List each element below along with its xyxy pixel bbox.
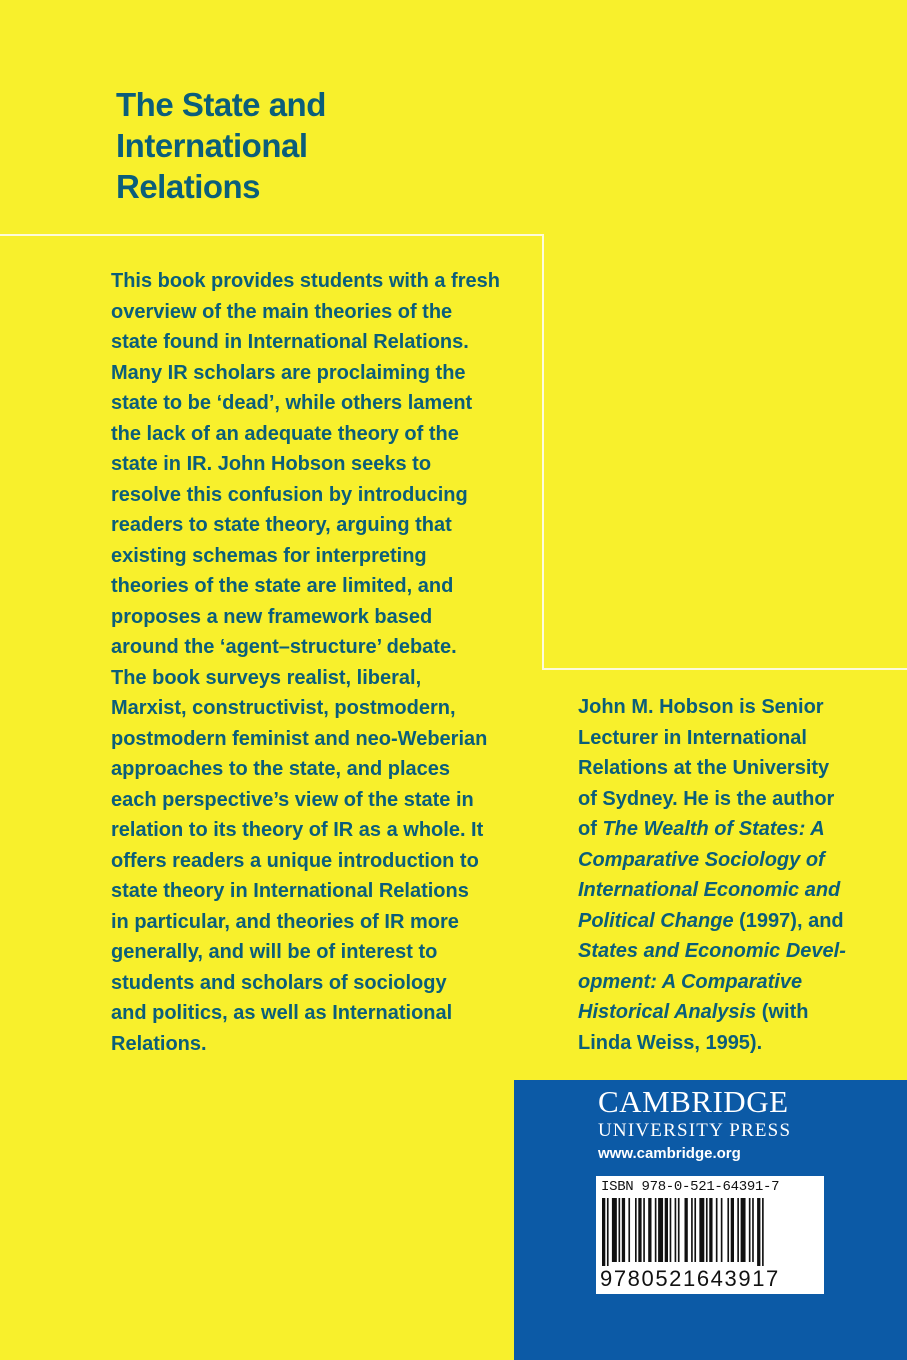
barcode-bar <box>622 1198 625 1262</box>
title-line: Relations <box>116 168 261 205</box>
bio-text: (with <box>756 1001 809 1023</box>
barcode-bar <box>602 1198 605 1266</box>
barcode <box>596 1176 824 1294</box>
barcode-bar <box>658 1198 663 1262</box>
barcode-bar <box>607 1198 609 1266</box>
description-line: state in IR. John Hobson seeks to <box>111 453 432 475</box>
description-line: The book surveys realist, liberal, <box>111 666 422 689</box>
bio-book-title: Historical Analysis <box>578 1001 757 1023</box>
bio-line: Linda Weiss, 1995). <box>578 1031 763 1054</box>
description-line: relation to its theory of IR as a whole. It <box>111 819 484 841</box>
bio-book-title: Comparative Sociology of <box>578 848 825 871</box>
barcode-bar <box>635 1198 637 1262</box>
bio-line <box>578 875 878 906</box>
barcode-bar <box>716 1198 718 1262</box>
frame-rule-bottom <box>542 668 907 670</box>
description-line: Marxist, constructivist, postmodern, <box>111 697 456 719</box>
description-line: readers to state theory, arguing that <box>111 514 452 536</box>
publisher-panel <box>514 1080 907 1360</box>
barcode-bar <box>665 1198 668 1262</box>
description-line: and politics, as well as International <box>111 1002 453 1024</box>
barcode-bar <box>685 1198 688 1262</box>
bio-line: Relations at the University <box>578 757 830 779</box>
description-line: Relations. <box>111 1032 207 1055</box>
bio-book-title: The Wealth of States: A <box>602 818 825 840</box>
isbn-label: ISBN 978-0-521-64391-7 <box>601 1179 780 1195</box>
bio-line <box>578 814 878 845</box>
bio-line <box>578 936 878 967</box>
barcode-bar <box>678 1198 680 1262</box>
barcode-digits: 9780521643917 <box>600 1266 780 1291</box>
bio-line <box>578 997 878 1028</box>
publisher-press: UNIVERSITY PRESS <box>598 1120 792 1141</box>
barcode-bar <box>727 1198 729 1262</box>
barcode-bar <box>749 1198 751 1262</box>
frame-rule-top <box>0 234 543 236</box>
description-line: overview of the main theories of the <box>111 300 453 323</box>
bio-book-title: opment: A Comparative <box>578 970 803 993</box>
description-line: theories of the state are limited, and <box>111 575 454 597</box>
frame-rule-right <box>542 234 544 669</box>
description-line: around the ‘agent–structure’ debate. <box>111 636 457 658</box>
barcode-bar <box>694 1198 696 1262</box>
barcode-bar <box>643 1198 645 1262</box>
bio-line <box>578 845 878 876</box>
description-line: state theory in International Relations <box>111 880 469 902</box>
description-line: generally, and will be of interest to <box>111 941 438 963</box>
barcode-bar <box>648 1198 651 1262</box>
barcode-bar <box>675 1198 677 1262</box>
barcode-bar <box>762 1198 764 1266</box>
description-line: offers readers a unique introduction to <box>111 849 479 872</box>
author-bio <box>578 692 878 1058</box>
barcode-bar <box>737 1198 739 1262</box>
bio-book-title: States and Economic Devel- <box>578 940 846 962</box>
barcode-bar <box>757 1198 760 1266</box>
description-line: Many IR scholars are proclaiming the <box>111 361 466 384</box>
barcode-bar <box>670 1198 672 1262</box>
description-line: students and scholars of sociology <box>111 971 447 994</box>
book-description <box>111 266 541 1059</box>
description-line: This book provides students with a fresh <box>111 270 500 292</box>
publisher-name: CAMBRIDGE <box>598 1084 789 1119</box>
barcode-bar <box>706 1198 708 1262</box>
barcode-bar <box>699 1198 704 1262</box>
barcode-bar <box>628 1198 630 1262</box>
description-line: postmodern feminist and neo-Weberian <box>111 727 488 750</box>
title-line: The State and <box>116 86 326 123</box>
barcode-bar <box>612 1198 617 1262</box>
description-line: the lack of an adequate theory of the <box>111 422 459 445</box>
barcode-bar <box>619 1198 621 1262</box>
bio-line: of Sydney. He is the author <box>578 787 835 810</box>
description-line: existing schemas for interpreting <box>111 544 427 567</box>
bio-text: of <box>578 818 603 840</box>
bio-line: John M. Hobson is Senior <box>578 696 824 718</box>
bio-line <box>578 967 878 998</box>
bio-book-title: Political Change <box>578 909 734 932</box>
description-line: approaches to the state, and places <box>111 758 450 780</box>
description-line: proposes a new framework based <box>111 605 433 628</box>
description-line: each perspective’s view of the state in <box>111 788 474 811</box>
description-line: resolve this confusion by introducing <box>111 483 468 506</box>
description-line: state to be ‘dead’, while others lament <box>111 392 473 414</box>
barcode-bar <box>741 1198 746 1262</box>
barcode-bar <box>731 1198 734 1262</box>
bio-line: Lecturer in International <box>578 726 807 749</box>
description-line: state found in International Relations. <box>111 331 469 353</box>
publisher-website: www.cambridge.org <box>598 1145 741 1162</box>
barcode-bars-icon <box>602 1198 818 1266</box>
title-line: International <box>116 127 308 164</box>
barcode-bar <box>655 1198 657 1262</box>
bio-text: (1997), and <box>733 909 844 932</box>
barcode-bar <box>752 1198 754 1262</box>
bio-book-title: International Economic and <box>578 879 841 901</box>
description-line: in particular, and theories of IR more <box>111 910 459 933</box>
barcode-bar <box>691 1198 693 1262</box>
barcode-bar <box>638 1198 641 1262</box>
book-title <box>116 84 476 207</box>
barcode-bar <box>709 1198 712 1262</box>
bio-line <box>578 906 878 937</box>
barcode-bar <box>721 1198 723 1262</box>
